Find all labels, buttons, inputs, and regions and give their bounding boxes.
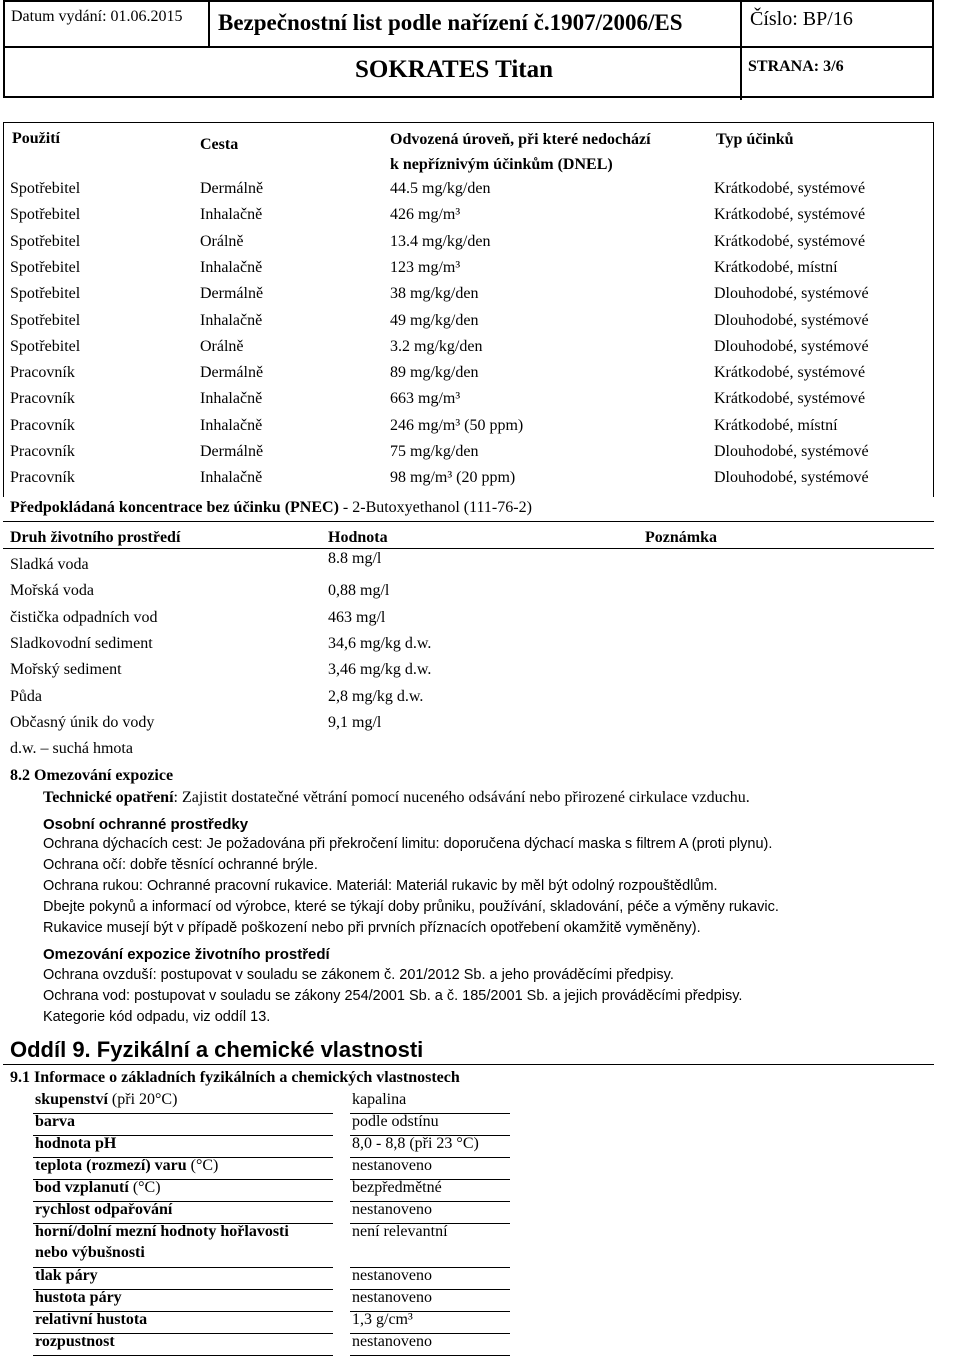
pnec-value-cell: 34,6 mg/kg d.w. — [328, 634, 432, 652]
dnel-use-cell: Pracovník — [10, 416, 75, 434]
pnec-header-value: Hodnota — [328, 529, 388, 546]
dnel-route-cell: Orálně — [200, 337, 244, 355]
dnel-effect-cell: Krátkodobé, systémové — [714, 364, 866, 382]
dnel-value-cell: 98 mg/m³ (20 ppm) — [390, 469, 516, 487]
dnel-effect-cell: Krátkodobé, systémové — [714, 206, 866, 224]
pnec-env-cell: Mořský sediment — [10, 661, 122, 679]
property-label-bold: teplota (rozmezí) varu — [35, 1157, 187, 1174]
property-value: nestanoveno — [352, 1267, 432, 1284]
document-number: Číslo: BP/16 — [750, 8, 853, 30]
property-divider — [33, 1355, 333, 1356]
pnec-footnote: d.w. – suchá hmota — [10, 740, 133, 757]
property-label — [35, 1201, 172, 1219]
pnec-title — [10, 499, 532, 517]
property-label-rest: (°C) — [186, 1157, 219, 1174]
dnel-route-cell: Dermálně — [200, 443, 264, 460]
ppe-line: Rukavice musejí být v případě poškození nebo při prvních příznacích opotřebení okamžitě vyměněny). — [43, 920, 701, 936]
property-label — [35, 1289, 122, 1307]
dnel-route-cell: Inhalačně — [200, 390, 263, 408]
dnel-use-cell: Spotřebitel — [10, 180, 81, 197]
dnel-effect-cell: Krátkodobé, systémové — [714, 232, 866, 250]
property-label-bold: bod vzplanutí — [35, 1179, 129, 1196]
dnel-effect-cell: Dlouhodobé, systémové — [714, 443, 869, 460]
dnel-route-cell: Inhalačně — [200, 469, 263, 487]
dnel-header-effect: Typ účinků — [716, 131, 794, 148]
pnec-value-cell: 2,8 mg/kg d.w. — [328, 687, 424, 705]
pnec-divider — [3, 521, 934, 522]
property-value: 1,3 g/cm³ — [352, 1311, 413, 1328]
header-right-cell — [740, 2, 934, 100]
property-label-bold: hodnota pH — [35, 1135, 117, 1152]
dnel-header-level-2: k nepříznivým účinkům (DNEL) — [390, 156, 613, 173]
dnel-route-cell: Dermálně — [200, 180, 264, 197]
property-label-bold: hustota páry — [35, 1289, 122, 1306]
property-label — [35, 1179, 161, 1197]
ppe-line: Ochrana rukou: Ochranné pracovní rukavice. Materiál: Materiál rukavic by měl být odolný rozpouštědlům. — [43, 878, 718, 894]
ppe-line: Dbejte pokynů a informací od výrobce, které se týkají doby průniku, používání, skladování, péče a výměny rukavic. — [43, 899, 779, 915]
dnel-value-cell: 44.5 mg/kg/den — [390, 180, 491, 197]
dnel-route-cell: Dermálně — [200, 364, 264, 382]
pnec-value-cell: 9,1 mg/l — [328, 713, 382, 731]
technical-measures-label: Technické opatření — [43, 789, 174, 806]
property-label — [35, 1223, 289, 1241]
property-label-bold: skupenství — [35, 1091, 108, 1108]
dnel-effect-cell: Krátkodobé, systémové — [714, 180, 866, 197]
issue-date: Datum vydání: 01.06.2015 — [5, 2, 210, 46]
property-value-divider — [350, 1355, 510, 1356]
dnel-route-cell: Orálně — [200, 232, 244, 250]
pnec-header-underline — [3, 548, 934, 549]
technical-measures-text: : Zajistit dostatečné větrání pomocí nuceného odsávání nebo přirozené cirkulace vzduchu. — [173, 789, 750, 806]
property-value: 8,0 - 8,8 (při 23 °C) — [352, 1135, 479, 1152]
dnel-header-route: Cesta — [200, 136, 239, 153]
property-value: bezpředmětné — [352, 1179, 442, 1196]
dnel-table-frame — [3, 122, 934, 497]
pnec-env-cell: Půda — [10, 687, 42, 705]
dnel-value-cell: 89 mg/kg/den — [390, 364, 479, 382]
dnel-value-cell: 426 mg/m³ — [390, 206, 461, 224]
dnel-route-cell: Dermálně — [200, 285, 264, 303]
pnec-value-cell: 0,88 mg/l — [328, 582, 390, 600]
property-label — [35, 1333, 115, 1351]
pnec-header-env: Druh životního prostředí — [10, 529, 181, 546]
property-value: nestanoveno — [352, 1333, 432, 1350]
pnec-env-cell: čistička odpadních vod — [10, 608, 158, 626]
document-header — [3, 0, 934, 98]
section-9-heading: Oddíl 9. Fyzikální a chemické vlastnosti — [10, 1037, 424, 1062]
property-label-bold: barva — [35, 1113, 75, 1130]
property-value: nestanoveno — [352, 1201, 432, 1218]
env-line: Kategorie kód odpadu, viz oddíl 13. — [43, 1009, 271, 1025]
dnel-use-cell: Spotřebitel — [10, 337, 81, 355]
property-value: nestanoveno — [352, 1289, 432, 1306]
regulation-title: Bezpečnostní list podle nařízení č.1907/2006/ES — [218, 10, 683, 35]
property-label-bold: tlak páry — [35, 1267, 98, 1284]
dnel-use-cell: Pracovník — [10, 469, 75, 487]
pnec-value-cell: 463 mg/l — [328, 608, 386, 626]
property-label-bold: rychlost odpařování — [35, 1201, 173, 1218]
property-label — [35, 1135, 116, 1153]
pnec-title-bold: Předpokládaná koncentrace bez účinku (PNEC) — [10, 499, 339, 516]
dnel-use-cell: Pracovník — [10, 443, 75, 460]
pnec-title-rest: - 2-Butoxyethanol (111-76-2) — [338, 499, 532, 516]
dnel-value-cell: 663 mg/m³ — [390, 390, 461, 408]
ppe-line: Ochrana očí: dobře těsnící ochranné brýle. — [43, 857, 318, 873]
dnel-value-cell: 3.2 mg/kg/den — [390, 337, 483, 355]
env-line: Ochrana ovzduší: postupovat v souladu se zákonem č. 201/2012 Sb. a jeho prováděcími předpisy. — [43, 967, 674, 983]
pnec-env-cell: Sladkovodní sediment — [10, 634, 153, 652]
dnel-use-cell: Spotřebitel — [10, 258, 81, 276]
property-label — [35, 1311, 147, 1329]
pnec-env-cell: Sladká voda — [10, 556, 89, 573]
property-label — [35, 1157, 218, 1175]
dnel-effect-cell: Dlouhodobé, systémové — [714, 469, 869, 487]
pnec-value-cell: 3,46 mg/kg d.w. — [328, 661, 432, 679]
property-label-bold: rozpustnost — [35, 1333, 115, 1350]
property-label — [35, 1091, 177, 1109]
page-number: STRANA: 3/6 — [748, 58, 844, 75]
property-value: nestanoveno — [352, 1157, 432, 1174]
dnel-value-cell: 75 mg/kg/den — [390, 443, 479, 460]
dnel-use-cell: Pracovník — [10, 364, 75, 382]
dnel-effect-cell: Dlouhodobé, systémové — [714, 311, 869, 329]
dnel-route-cell: Inhalačně — [200, 311, 263, 329]
dnel-header-use: Použití — [12, 130, 60, 147]
dnel-use-cell: Spotřebitel — [10, 206, 81, 224]
property-label-line2: nebo výbušnosti — [35, 1244, 145, 1261]
section-9-divider — [3, 1064, 934, 1065]
property-label — [35, 1267, 98, 1285]
pnec-env-cell: Mořská voda — [10, 582, 94, 600]
dnel-route-cell: Inhalačně — [200, 206, 263, 224]
technical-measures — [43, 789, 750, 807]
property-value: podle odstínu — [352, 1113, 439, 1130]
dnel-value-cell: 13.4 mg/kg/den — [390, 232, 491, 250]
property-value: kapalina — [352, 1091, 407, 1108]
dnel-use-cell: Pracovník — [10, 390, 75, 408]
property-label-rest: (°C) — [128, 1179, 161, 1196]
dnel-use-cell: Spotřebitel — [10, 285, 81, 303]
dnel-effect-cell: Dlouhodobé, systémové — [714, 337, 869, 355]
property-label-bold: horní/dolní mezní hodnoty hořlavosti — [35, 1223, 289, 1240]
property-divider — [33, 1113, 333, 1114]
env-line: Ochrana vod: postupovat v souladu se zákony 254/2001 Sb. a č. 185/2001 Sb. a jejich prováděcími předpisy. — [43, 988, 743, 1004]
dnel-value-cell: 49 mg/kg/den — [390, 311, 479, 329]
dnel-header-level: Odvozená úroveň, při které nedochází — [390, 131, 651, 148]
env-exposure-heading: Omezování expozice životního prostředí — [43, 946, 330, 963]
pnec-value-cell: 8.8 mg/l — [328, 550, 382, 567]
dnel-effect-cell: Krátkodobé, místní — [714, 416, 838, 434]
dnel-value-cell: 246 mg/m³ (50 ppm) — [390, 416, 524, 434]
dnel-route-cell: Inhalačně — [200, 258, 263, 276]
dnel-value-cell: 38 mg/kg/den — [390, 285, 479, 303]
product-name: SOKRATES Titan — [355, 56, 553, 83]
dnel-value-cell: 123 mg/m³ — [390, 258, 461, 276]
pnec-header-note: Poznámka — [645, 529, 717, 546]
pnec-env-cell: Občasný únik do vody — [10, 713, 155, 731]
dnel-effect-cell: Dlouhodobé, systémové — [714, 285, 869, 303]
dnel-use-cell: Spotřebitel — [10, 311, 81, 329]
property-label-bold: relativní hustota — [35, 1311, 148, 1328]
dnel-use-cell: Spotřebitel — [10, 232, 81, 250]
section-9-1-heading: 9.1 Informace o základních fyzikálních a chemických vlastnostech — [10, 1069, 460, 1086]
dnel-route-cell: Inhalačně — [200, 416, 263, 434]
exposure-heading: 8.2 Omezování expozice — [10, 767, 174, 784]
property-label-rest: (při 20°C) — [107, 1091, 178, 1108]
property-value: není relevantní — [352, 1223, 448, 1240]
property-label — [35, 1113, 75, 1131]
dnel-effect-cell: Krátkodobé, systémové — [714, 390, 866, 408]
ppe-line: Ochrana dýchacích cest: Je požadována při překročení limitu: doporučena dýchací maska s filtrem A (proti plynu). — [43, 836, 773, 852]
dnel-effect-cell: Krátkodobé, místní — [714, 258, 838, 276]
ppe-heading: Osobní ochranné prostředky — [43, 816, 249, 833]
